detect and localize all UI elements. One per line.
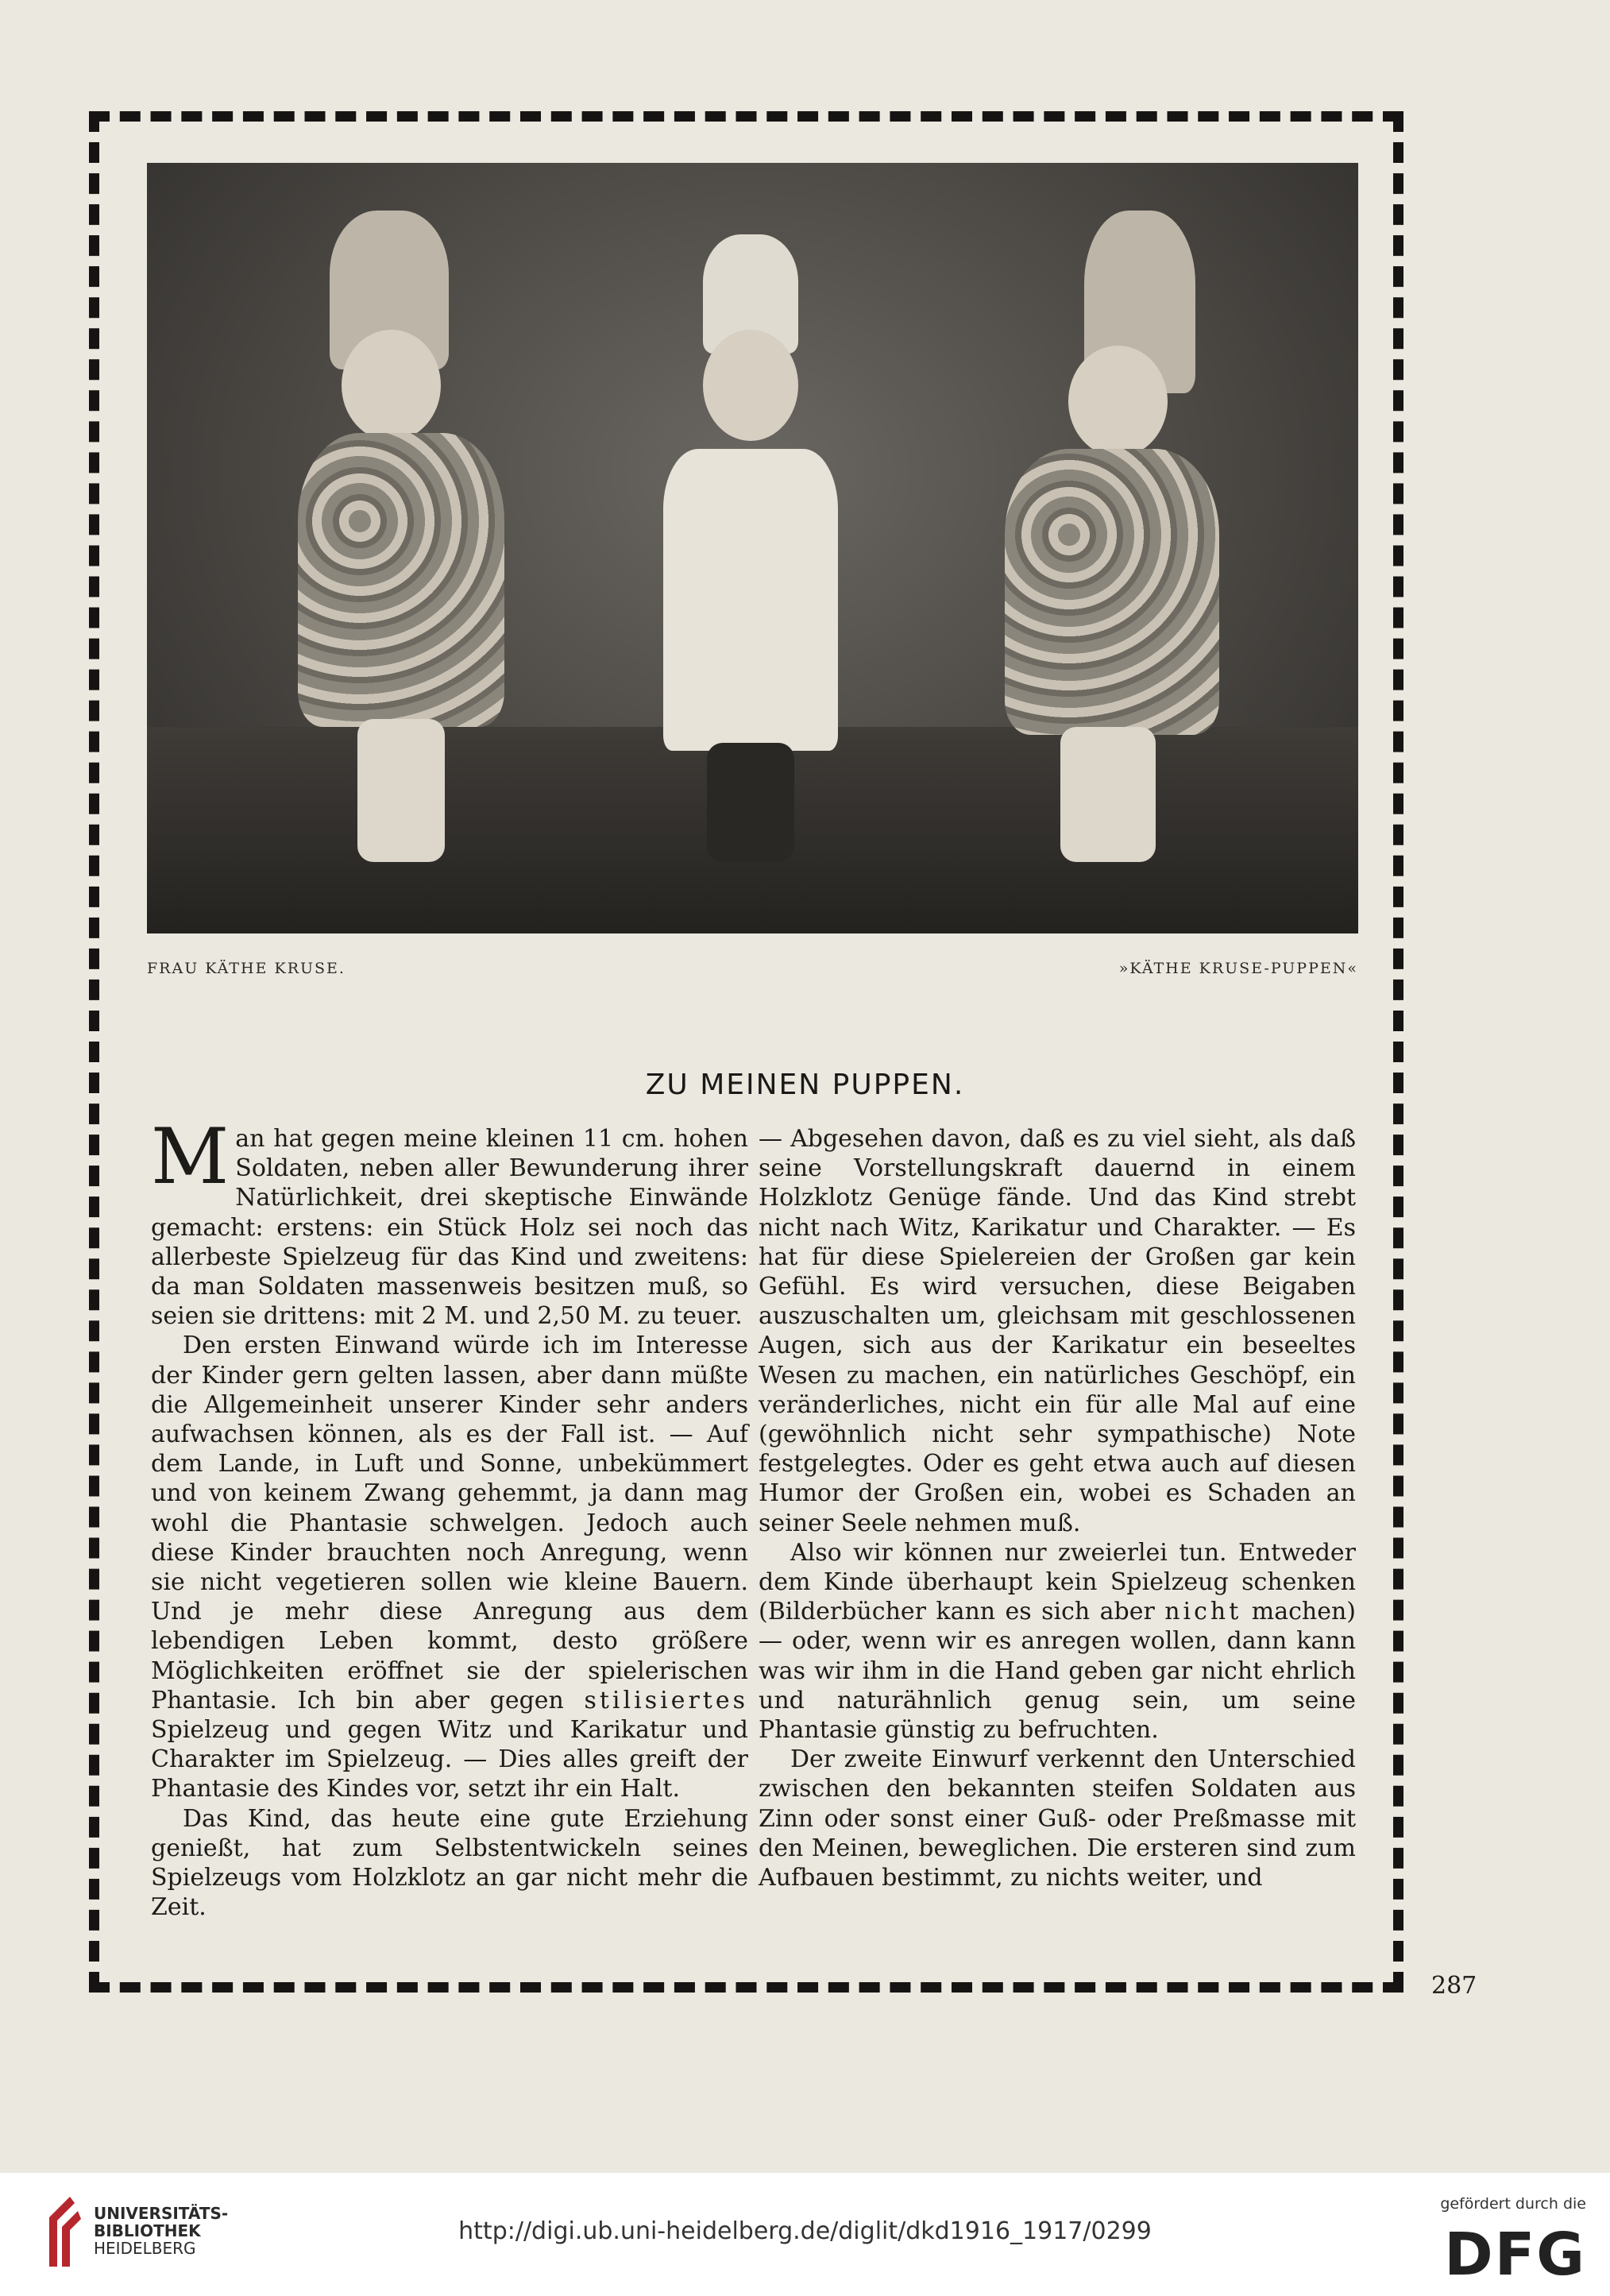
article-title: ZU MEINEN PUPPEN. [645,1069,965,1101]
doll-right [981,211,1235,870]
paragraph: Den ersten Einwand würde ich im Interesse der Kinder gern gelten lassen, aber dann müßte die Allgemeinheit unserer Kinder sehr anders aufwachsen können, als es der Fall ist. — Auf dem Lande, in Luft und Sonne, unbekümmert und von keinem Zwang gehemmt, ja dann mag wohl die Phantasie schwelgen. Jedoch auch diese Kinder brauchten noch Anregung, wenn sie nicht vegetieren sollen wie kleine Bauern. Und je mehr diese Anregung aus dem lebendigen Leben kommt, desto größere Möglichkeiten eröffnet sie der spielerischen Phantasie. Ich bin aber gegen stilisiertes Spielzeug und gegen Witz und Karikatur und Charakter im Spielzeug. — Dies alles greift der Phantasie des Kindes vor, setzt ihr ein Halt. [151,1332,748,1803]
library-name: UNIVERSITÄTS- BIBLIOTHEK HEIDELBERG [94,2204,229,2258]
source-url-link[interactable]: http://digi.ub.uni-heidelberg.de/diglit/dkd1916_1917/0299 [458,2217,1152,2245]
funded-by-label: gefördert durch die [1440,2195,1586,2213]
text-column-left [151,1112,748,1922]
paragraph: Das Kind, das heute eine gute Erziehung genießt, hat zum Selbstentwickeln seines Spielzeugs vom Holzklotz an gar nicht mehr die Zeit. [151,1804,748,1922]
doll-photograph [147,163,1358,933]
paragraph: Man hat gegen meine kleinen 11 cm. hohen Soldaten, neben aller Bewunderung ihrer Natürlichkeit, drei skeptische Einwände gemacht: erstens: ein Stück Holz sei noch das allerbeste Spielzeug für das Kind und zweitens: da man Soldaten massenweis besitzen muß, so seien sie drittens: mit 2 M. und 2,50 M. zu teuer. [151,1112,748,1331]
photo-caption-left: FRAU KÄTHE KRUSE. [147,960,346,977]
doll-left [282,211,520,870]
paragraph: — Abgesehen davon, daß es zu viel sieht, als daß seine Vorstellungskraft dauernd in einem Holzklotz Genüge fände. Und das Kind strebt nicht nach Witz, Karikatur und Charakter. — Es hat für diese Spielereien der Großen gar kein Gefühl. Es wird versuchen, diese Beigaben auszuschalten um, gleichsam mit geschlossenen Augen, sich aus der Karikatur ein beseeltes Wesen zu machen, ein natürliches Geschöpf, ein veränderliches, nicht ein für alle Mal auf eine (gewöhnlich nicht sehr sympathische) Note festgelegtes. Oder es geht etwa auch auf diesen Humor der Großen ein, wobei es Schaden an seiner Seele nehmen muß. [759,1125,1356,1537]
text-column-right [759,1124,1356,1892]
drop-cap: M [151,1112,230,1201]
digitization-footer [0,2173,1610,2296]
paragraph: Der zweite Einwurf verkennt den Unterschied zwischen den bekannten steifen Soldaten aus Zinn oder sonst einer Guß- oder Preßmasse mit den Meinen, beweglichen. Die ersteren sind zum Aufbauen bestimmt, zu nichts weiter, und [759,1745,1356,1892]
dfg-logo: DFG [1444,2221,1586,2289]
doll-middle [631,234,870,870]
photo-caption-right: »KÄTHE KRUSE-PUPPEN« [1118,960,1358,977]
page-number: 287 [1431,1972,1477,2000]
paragraph: Also wir können nur zweierlei tun. Entweder dem Kinde überhaupt kein Spielzeug schenken (Bilderbücher kann es sich aber nicht machen) — oder, wenn wir es anregen wollen, dann kann was wir ihm in die Hand geben gar nicht ehrlich und naturähnlich genug sein, um seine Phantasie günstig zu befruchten. [759,1538,1356,1745]
